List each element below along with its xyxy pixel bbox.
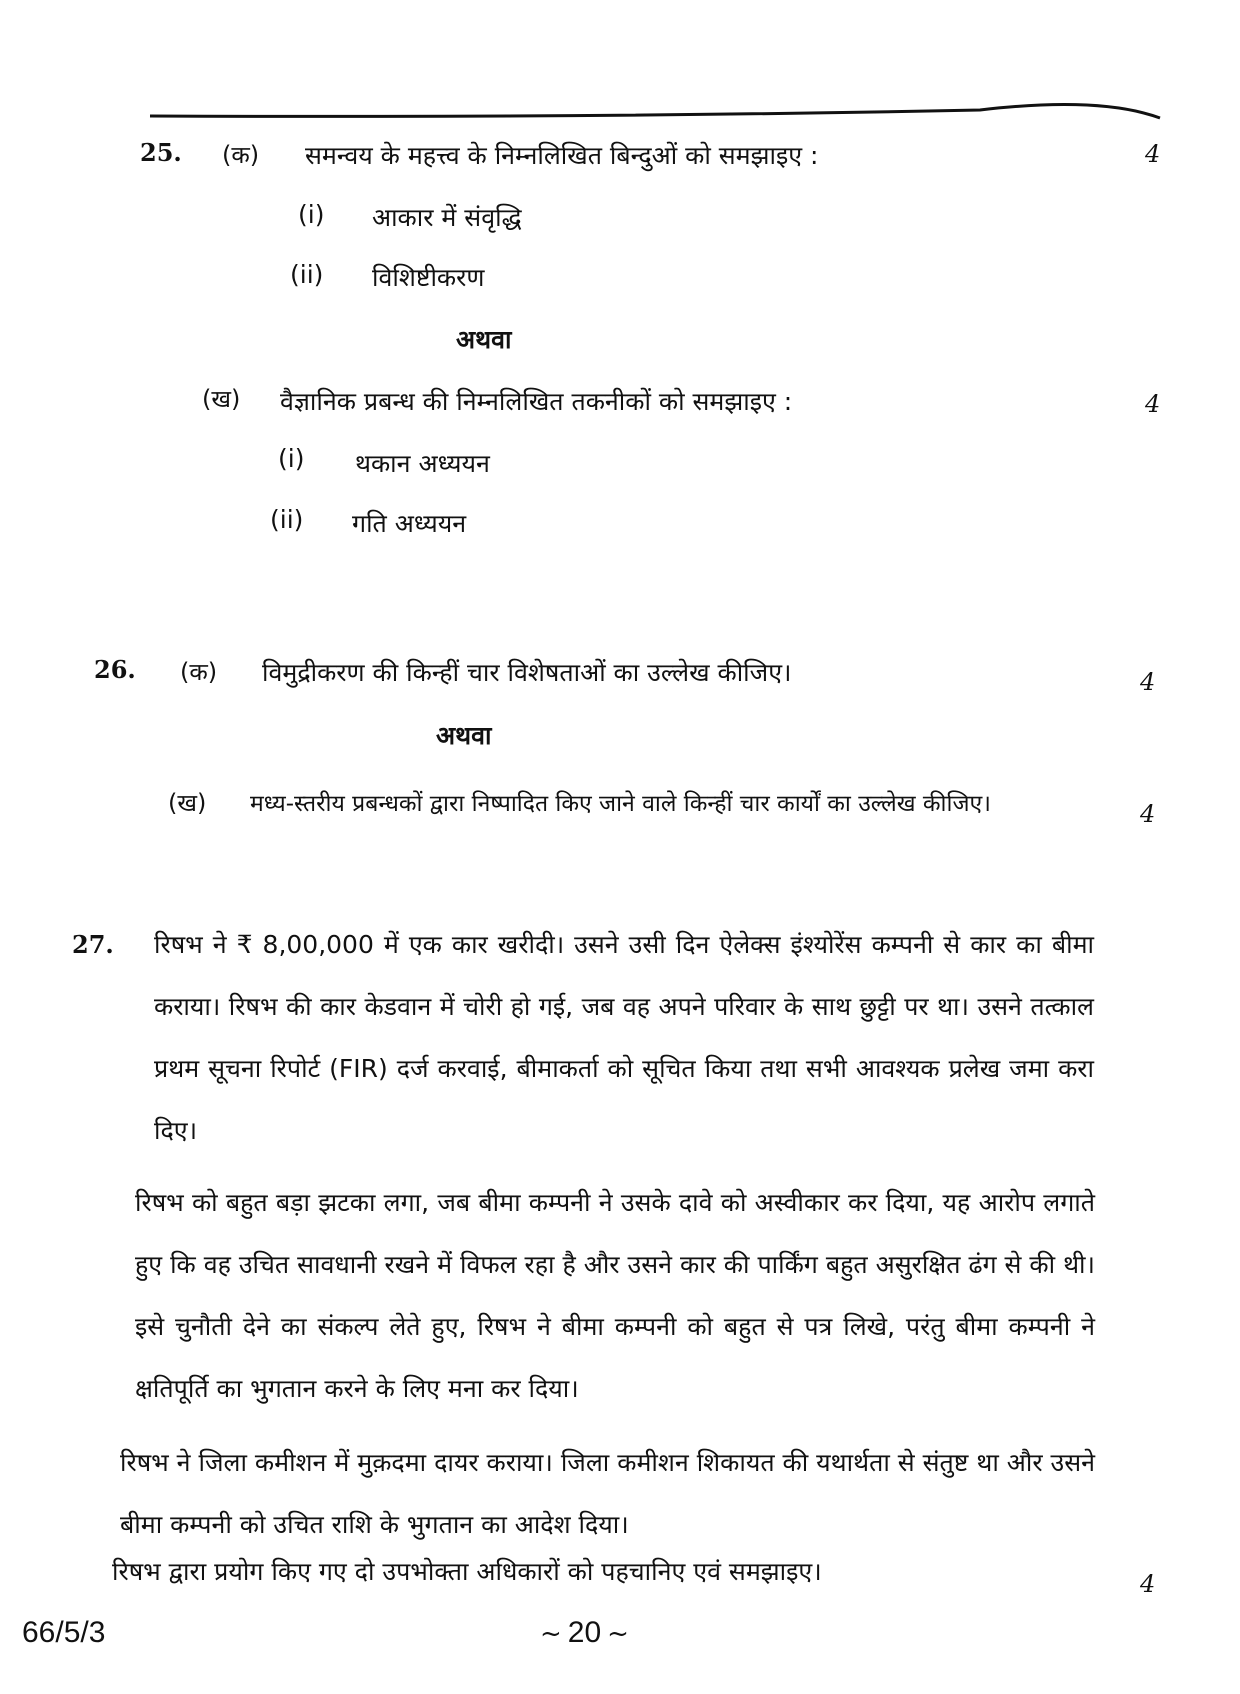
- part-b-text: वैज्ञानिक प्रबन्ध की निम्नलिखित तकनीकों को समझाइए :: [280, 387, 793, 416]
- paper-code: 66/5/3: [22, 1616, 106, 1649]
- part-a-tag: (क): [180, 658, 218, 686]
- marks: 4: [1140, 800, 1156, 828]
- item-text: गति अध्ययन: [352, 509, 467, 538]
- or-label: अथवा: [456, 325, 512, 354]
- part-a-tag: (क): [222, 141, 260, 169]
- item-text: आकार में संवृद्धि: [372, 203, 522, 232]
- page-dash-right: ~: [607, 1619, 629, 1649]
- paragraph: रिषभ को बहुत बड़ा झटका लगा, जब बीमा कम्पनी ने उसके दावे को अस्वीकार कर दिया, यह आरोप लगाते हुए कि वह उचित सावधानी रखने में विफल रहा है और उसने कार की पार्किंग बहुत असुरक्षित ढंग से की थी। इसे चुनौती देने का संकल्प लेते हुए, रिषभ ने बीमा कम्पनी को बहुत से पत्र लिखे, परंतु बीमा कम्पनी ने क्षतिपूर्ति का भुगतान करने के लिए मना कर दिया।: [135, 1188, 1095, 1403]
- part-b-tag: (ख): [168, 789, 207, 817]
- question-number: 25.: [140, 138, 182, 167]
- item-label: (ii): [270, 505, 304, 534]
- question-number: 26.: [94, 655, 136, 684]
- page-dash-left: ~: [540, 1619, 562, 1649]
- part-a-text: विमुद्रीकरण की किन्हीं चार विशेषताओं का उल्लेख कीजिए।: [262, 658, 792, 687]
- top-rule: [0, 0, 1240, 130]
- marks: 4: [1140, 668, 1156, 696]
- page-number-text: 20: [567, 1616, 602, 1649]
- question-number: 27.: [72, 930, 114, 959]
- item-text: विशिष्टीकरण: [372, 263, 485, 292]
- question-text: रिषभ द्वारा प्रयोग किए गए दो उपभोक्ता अधिकारों को पहचानिए एवं समझाइए।: [112, 1557, 822, 1586]
- page-number: [540, 1616, 629, 1650]
- or-label: अथवा: [436, 721, 492, 750]
- marks: 4: [1145, 390, 1161, 418]
- item-label: (ii): [290, 260, 324, 289]
- paragraph: रिषभ ने ₹ 8,00,000 में एक कार खरीदी। उसने उसी दिन ऐलेक्स इंश्योरेंस कम्पनी से कार का बीमा कराया। रिषभ की कार केडवान में चोरी हो गई, जब वह अपने परिवार के साथ छुट्टी पर था। उसने तत्काल प्रथम सूचना रिपोर्ट (FIR) दर्ज करवाई, बीमाकर्ता को सूचित किया तथा सभी आवश्यक प्रलेख जमा करा दिए।: [154, 930, 1094, 1145]
- part-a-text: समन्वय के महत्त्व के निम्नलिखित बिन्दुओं को समझाइए :: [305, 141, 819, 170]
- item-label: (i): [298, 200, 325, 229]
- paragraph: रिषभ ने जिला कमीशन में मुक़दमा दायर कराया। जिला कमीशन शिकायत की यथार्थता से संतुष्ट था और उसने बीमा कम्पनी को उचित राशि के भुगतान का आदेश दिया।: [120, 1448, 1095, 1539]
- marks: 4: [1145, 140, 1161, 168]
- item-text: थकान अध्ययन: [355, 449, 490, 478]
- part-b-text: मध्य-स्तरीय प्रबन्धकों द्वारा निष्पादित किए जाने वाले किन्हीं चार कार्यों का उल्लेख कीजिए।: [250, 791, 991, 817]
- part-b-tag: (ख): [202, 385, 241, 413]
- item-label: (i): [278, 444, 305, 473]
- marks: 4: [1140, 1570, 1156, 1598]
